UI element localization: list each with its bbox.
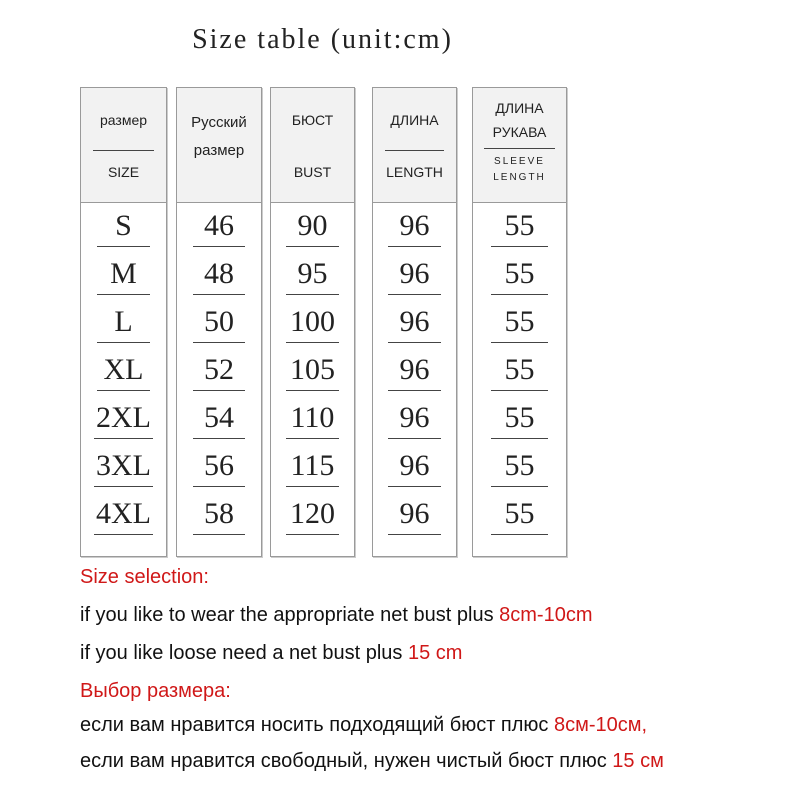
- cell: 55: [473, 254, 566, 304]
- en-heading: Size selection:: [80, 566, 209, 588]
- en-line-2: if you like loose need a net bust plus 15 cm: [80, 642, 463, 664]
- header-top: ДЛИНА РУКАВА: [492, 100, 547, 140]
- column-size: [80, 87, 167, 557]
- cell: 96: [373, 206, 456, 256]
- cell: 110: [271, 398, 354, 448]
- column-sleeve-length: [472, 87, 567, 557]
- header-bottom: SLEEVE LENGTH: [493, 156, 546, 183]
- cell: 95: [271, 254, 354, 304]
- header-divider: [93, 150, 154, 151]
- column-header: [473, 88, 566, 203]
- cell: 96: [373, 446, 456, 496]
- header-bottom: BUST: [293, 164, 332, 180]
- cell: 4XL: [81, 494, 166, 544]
- cell: 48: [177, 254, 261, 304]
- cell: 55: [473, 206, 566, 256]
- ru-heading: Выбор размера:: [80, 680, 231, 702]
- header-bottom: размер: [193, 142, 245, 159]
- cell: 56: [177, 446, 261, 496]
- cell: 54: [177, 398, 261, 448]
- cell: 96: [373, 254, 456, 304]
- cell: 96: [373, 302, 456, 352]
- cell: S: [81, 206, 166, 256]
- header-top: размер: [99, 112, 148, 128]
- column-bust: [270, 87, 355, 557]
- cell: 55: [473, 494, 566, 544]
- header-top: Русский: [191, 114, 247, 131]
- column-russian-size: [176, 87, 262, 557]
- cell: 55: [473, 398, 566, 448]
- cell: 58: [177, 494, 261, 544]
- cell: 50: [177, 302, 261, 352]
- cell: 115: [271, 446, 354, 496]
- cell: M: [81, 254, 166, 304]
- cell: 55: [473, 350, 566, 400]
- ru-line-1: если вам нравится носить подходящий бюст плюс 8см-10см,: [80, 714, 648, 736]
- cell: 120: [271, 494, 354, 544]
- column-header: [81, 88, 166, 203]
- page-title: Size table (unit:cm): [192, 24, 453, 55]
- column-header: [271, 88, 354, 203]
- en-line-1: if you like to wear the appropriate net bust plus 8cm-10cm: [80, 604, 593, 626]
- cell: 55: [473, 302, 566, 352]
- cell: 55: [473, 446, 566, 496]
- cell: L: [81, 302, 166, 352]
- column-header: [177, 88, 261, 203]
- cell: 96: [373, 494, 456, 544]
- column-header: [373, 88, 456, 203]
- cell: 46: [177, 206, 261, 256]
- cell: 90: [271, 206, 354, 256]
- cell: 2XL: [81, 398, 166, 448]
- cell: 105: [271, 350, 354, 400]
- ru-line-2: если вам нравится свободный, нужен чистый бюст плюс 15 см: [80, 750, 664, 772]
- cell: 96: [373, 350, 456, 400]
- header-top: ДЛИНА: [390, 112, 439, 128]
- header-top: БЮСТ: [291, 112, 334, 128]
- cell: 96: [373, 398, 456, 448]
- header-bottom: SIZE: [107, 164, 140, 180]
- cell: 3XL: [81, 446, 166, 496]
- column-length: [372, 87, 457, 557]
- cell: XL: [81, 350, 166, 400]
- cell: 52: [177, 350, 261, 400]
- header-divider: [484, 148, 555, 149]
- cell: 100: [271, 302, 354, 352]
- header-divider: [385, 150, 445, 151]
- header-bottom: LENGTH: [386, 164, 443, 180]
